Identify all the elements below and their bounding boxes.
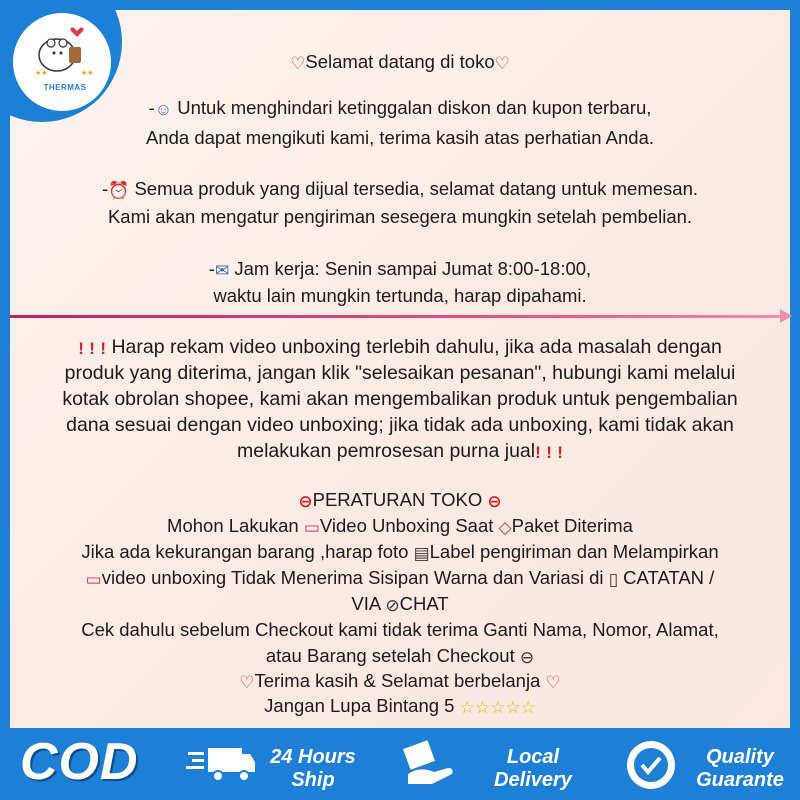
notice-line-5 (0, 439, 800, 465)
stock-text-2: Kami akan mengatur pengiriman sesegera mungkin setelah pembelian. (107, 206, 693, 227)
document-icon: ▤ (413, 544, 430, 563)
store-logo[interactable] (0, 0, 122, 122)
notice-line-1 (0, 335, 800, 361)
hours-text-1: Jam kerja: Senin sampai Jumat 8:00-18:00, (234, 258, 592, 279)
rules-line-7 (0, 669, 800, 695)
logo-badge (10, 10, 114, 114)
alarm-clock-icon: ⏰ (108, 181, 130, 200)
section-divider (10, 315, 788, 318)
rules-line-3 (0, 566, 800, 592)
delivery-line-1: Local (506, 746, 560, 768)
hours-line-1: -✉ Jam kerja: Senin sampai Jumat 8:00-18:00, (0, 257, 800, 283)
divider-arrow-icon (780, 309, 792, 323)
rules-text-3b: CATATAN / (618, 567, 715, 588)
stock-line-1: -⏰ Semua produk yang dijual tersedia, selamat datang untuk memesan. (0, 177, 800, 203)
svg-text:★★: ★★ (81, 70, 94, 77)
minus-circle-icon: ⊖ (519, 648, 535, 667)
exclamation-icon: ! (78, 339, 84, 358)
phone-icon: ▯ (608, 570, 619, 589)
delivery-label (478, 746, 588, 792)
notice-line-2 (0, 361, 800, 385)
rules-text-2a: Jika ada kekurangan barang ,harap foto (81, 541, 414, 562)
hours-text-2: waktu lain mungkin tertunda, harap dipahami. (213, 285, 587, 306)
rules-line-2 (0, 540, 800, 566)
notice-text-2: produk yang diterima, jangan klik "selesaikan pesanan", hubungi kami melalui (64, 362, 736, 384)
footer-bar (0, 728, 800, 800)
ship-line-2: Ship (291, 769, 335, 791)
exclamation-icon: ! (100, 339, 107, 358)
follow-text-2: Anda dapat mengikuti kami, terima kasih atas perhatian Anda. (145, 127, 655, 148)
star-rating-icon: ☆☆☆☆☆ (459, 698, 536, 717)
rules-line-6 (0, 644, 800, 670)
video-icon: ▭ (303, 518, 320, 537)
hand-package-icon (398, 738, 468, 792)
no-entry-icon: ⊖ (298, 492, 313, 511)
logo-text: THERMAS (43, 83, 87, 92)
notice-text-3: kotak obrolan shopee, kami akan mengembalikan produk untuk pengembalian (62, 388, 738, 410)
chat-icon: ⊘ (385, 596, 400, 615)
notice-text-5: melakukan pemrosesan purna jual (237, 440, 536, 462)
cod-label: COD (20, 733, 139, 791)
rules-text-6: atau Barang setelah Checkout (265, 645, 520, 666)
follow-line-2 (0, 126, 800, 150)
svg-text:★★: ★★ (35, 70, 48, 77)
stock-text-1: Semua produk yang dijual tersedia, selamat datang untuk memesan. (134, 178, 699, 199)
quality-line-1: Quality (706, 746, 774, 768)
exclamation-icon: ! (546, 443, 552, 462)
no-entry-icon: ⊖ (487, 492, 502, 511)
heart-icon: ♡ (290, 54, 306, 73)
follow-text-1: Untuk menghindari ketinggalan diskon dan kupon terbaru, (177, 97, 652, 118)
stock-line-2 (0, 205, 800, 229)
ship-line-1: 24 Hours (270, 746, 356, 768)
hours-line-2 (0, 284, 800, 308)
rules-line-1 (0, 514, 800, 540)
face-icon: ☺ (154, 100, 173, 119)
greeting-text: Selamat datang di toko (305, 51, 495, 72)
video-icon: ▭ (85, 570, 102, 589)
rules-text-1c: Paket Diterima (511, 515, 633, 536)
exclamation-icon: ! (89, 339, 95, 358)
delivery-truck-icon (186, 742, 256, 788)
rules-text-2b: Label pengiriman dan Melampirkan (429, 541, 719, 562)
rules-text-7: Terima kasih & Selamat berbelanja (254, 670, 546, 691)
rules-text-4a: VIA (351, 593, 386, 614)
rules-title-text: PERATURAN TOKO (312, 489, 483, 510)
quality-label (688, 746, 792, 792)
heart-icon: ♡ (239, 673, 255, 692)
heart-icon: ♡ (494, 54, 510, 73)
notice-line-3 (0, 387, 800, 411)
rules-line-8 (0, 694, 800, 720)
heart-icon: ♡ (545, 673, 561, 692)
rules-text-4b: CHAT (399, 593, 449, 614)
envelope-icon: ✉ (214, 261, 230, 280)
quality-line-2: Guarante (696, 769, 784, 791)
rules-line-5 (0, 618, 800, 642)
quality-badge-icon (624, 738, 678, 792)
rules-text-5: Cek dahulu sebelum Checkout kami tidak terima Ganti Nama, Nomor, Alamat, (81, 619, 719, 640)
exclamation-icon: ! (557, 443, 563, 462)
rules-title (0, 488, 800, 514)
notice-text-1: Harap rekam video unboxing terlebih dahulu, jika ada masalah dengan (111, 336, 722, 358)
mascot-logo-icon (13, 13, 117, 117)
rules-text-8: Jangan Lupa Bintang 5 (264, 695, 460, 716)
rules-text-1a: Mohon Lakukan (167, 515, 304, 536)
notice-text-4: dana sesuai dengan video unboxing; jika tidak ada unboxing, kami tidak akan (66, 414, 734, 436)
notice-line-4 (0, 413, 800, 437)
rules-line-4 (0, 592, 800, 618)
package-icon: ◇ (498, 518, 512, 537)
ship-label (258, 746, 368, 792)
delivery-line-2: Delivery (494, 769, 572, 791)
rules-text-1b: Video Unboxing Saat (319, 515, 499, 536)
follow-line-1: -☺ Untuk menghindari ketinggalan diskon dan kupon terbaru, (0, 96, 800, 122)
rules-text-3a: video unboxing Tidak Menerima Sisipan Warna dan Variasi di (101, 567, 609, 588)
exclamation-icon: ! (535, 443, 541, 462)
